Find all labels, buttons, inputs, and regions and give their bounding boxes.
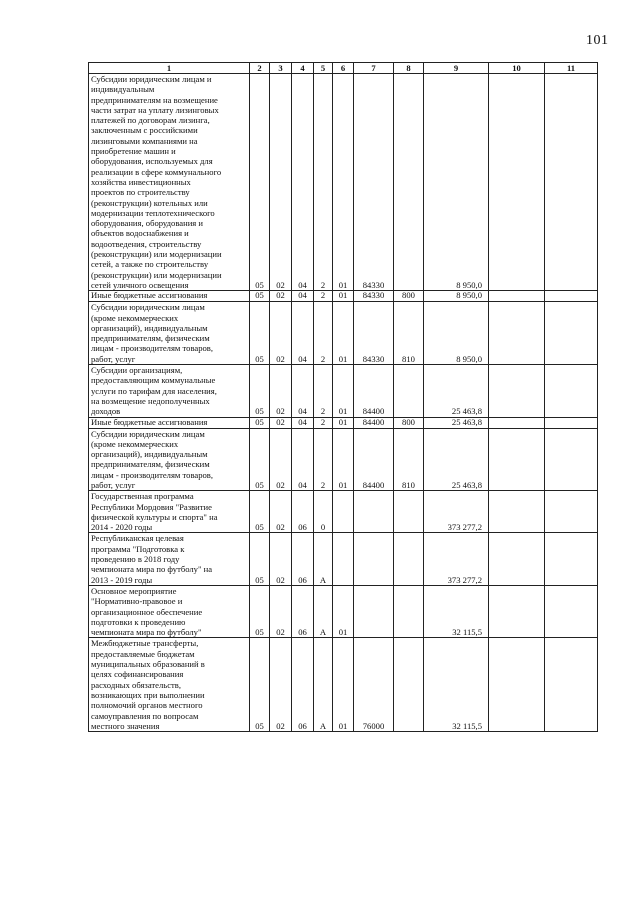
cell-code-6: 01 (333, 365, 354, 417)
cell-code-7: 76000 (354, 638, 394, 732)
column-header: 8 (394, 63, 424, 74)
description-line: Основное мероприятие (91, 585, 177, 596)
description-line: объектов водоснабжения и (91, 228, 189, 239)
cell-code-3: 02 (270, 428, 292, 491)
description-line: предоставляющим коммунальные (91, 375, 216, 386)
description-line: "Нормативно-правовое и (91, 596, 183, 607)
cell-amount: 25 463,8 (424, 365, 489, 417)
column-header: 3 (270, 63, 292, 74)
cell-code-8: 810 (394, 428, 424, 491)
cell-code-8 (394, 533, 424, 585)
cell-column-11 (545, 365, 598, 417)
cell-code-3: 02 (270, 302, 292, 365)
row-description (89, 533, 250, 585)
description-line: возникающих при выполнении (91, 689, 205, 700)
description-line: (реконструкции) котельных или (91, 197, 208, 208)
cell-code-2: 05 (250, 302, 270, 365)
cell-code-5: 0 (314, 491, 333, 533)
cell-code-8 (394, 638, 424, 732)
cell-column-10 (489, 74, 545, 291)
cell-column-10 (489, 291, 545, 302)
table-row (89, 638, 598, 732)
cell-code-3: 02 (270, 291, 292, 302)
column-header: 2 (250, 63, 270, 74)
cell-code-5: 2 (314, 417, 333, 428)
cell-column-10 (489, 638, 545, 732)
description-line: лицам - производителям товаров, (91, 469, 213, 480)
table-row (89, 417, 598, 428)
cell-column-11 (545, 585, 598, 637)
description-line: Иные бюджетные ассигнования (91, 417, 208, 427)
cell-code-5: 2 (314, 291, 333, 302)
cell-code-8 (394, 491, 424, 533)
description-line: проектов по строительству (91, 187, 190, 198)
cell-column-10 (489, 365, 545, 417)
cell-column-11 (545, 302, 598, 365)
cell-amount: 373 277,2 (424, 491, 489, 533)
column-header: 1 (89, 63, 250, 74)
description-line: программа "Подготовка к (91, 543, 185, 554)
description-line: лизинговыми компаниями на (91, 135, 198, 146)
cell-amount: 8 950,0 (424, 291, 489, 302)
description-line: работ, услуг (91, 479, 136, 490)
cell-code-7: 84400 (354, 417, 394, 428)
description-line: работ, услуг (91, 353, 136, 364)
cell-code-5: А (314, 585, 333, 637)
cell-code-3: 02 (270, 491, 292, 533)
cell-code-4: 04 (292, 428, 314, 491)
cell-code-4: 06 (292, 638, 314, 732)
column-header: 7 (354, 63, 394, 74)
column-header: 11 (545, 63, 598, 74)
cell-code-4: 04 (292, 74, 314, 291)
description-line: сетей уличного освещения (91, 279, 189, 290)
cell-code-2: 05 (250, 491, 270, 533)
cell-code-5: 2 (314, 428, 333, 491)
description-line: местного значения (91, 720, 160, 731)
cell-code-7 (354, 533, 394, 585)
cell-code-8 (394, 365, 424, 417)
cell-amount: 32 115,5 (424, 585, 489, 637)
cell-column-11 (545, 417, 598, 428)
description-line: (реконструкции) или модернизации (91, 269, 222, 280)
cell-code-2: 05 (250, 428, 270, 491)
description-line: Иные бюджетные ассигнования (91, 290, 208, 301)
description-line: Субсидии организациям, (91, 365, 183, 376)
cell-code-3: 02 (270, 533, 292, 585)
description-line: водоотведения, строительству (91, 238, 202, 249)
description-line: Государственная программа (91, 491, 194, 502)
cell-column-10 (489, 491, 545, 533)
table-row (89, 74, 598, 291)
column-header: 9 (424, 63, 489, 74)
cell-code-6: 01 (333, 585, 354, 637)
row-description (89, 638, 250, 732)
description-line: оборудования, оборудования и (91, 218, 204, 229)
cell-code-6: 01 (333, 74, 354, 291)
cell-amount: 25 463,8 (424, 417, 489, 428)
description-line: расходных обязательств, (91, 679, 181, 690)
row-description (89, 74, 250, 291)
cell-amount: 8 950,0 (424, 74, 489, 291)
cell-code-6: 01 (333, 638, 354, 732)
description-line: организационное обеспечение (91, 606, 203, 617)
description-line: целях софинансирования (91, 669, 184, 680)
description-line: платежей по договорам лизинга, (91, 115, 210, 126)
cell-column-11 (545, 491, 598, 533)
cell-code-6 (333, 533, 354, 585)
description-line: 2014 - 2020 годы (91, 522, 153, 533)
description-line: предпринимателям, физическим (91, 333, 210, 344)
cell-code-7: 84330 (354, 302, 394, 365)
column-header: 5 (314, 63, 333, 74)
cell-code-7 (354, 491, 394, 533)
cell-code-8 (394, 74, 424, 291)
row-description (89, 365, 250, 417)
cell-column-10 (489, 533, 545, 585)
table-row (89, 302, 598, 365)
table-row (89, 585, 598, 637)
cell-column-10 (489, 428, 545, 491)
cell-code-6: 01 (333, 428, 354, 491)
cell-code-7 (354, 585, 394, 637)
cell-code-6: 01 (333, 291, 354, 302)
cell-code-6: 01 (333, 417, 354, 428)
cell-amount: 32 115,5 (424, 638, 489, 732)
cell-code-4: 04 (292, 365, 314, 417)
row-description (89, 585, 250, 637)
cell-code-6 (333, 491, 354, 533)
table-row (89, 291, 598, 302)
cell-code-7: 84330 (354, 74, 394, 291)
budget-table (88, 62, 598, 732)
description-line: самоуправления по вопросам (91, 710, 199, 721)
cell-amount: 8 950,0 (424, 302, 489, 365)
cell-code-2: 05 (250, 533, 270, 585)
cell-column-10 (489, 417, 545, 428)
header-row (89, 63, 598, 74)
column-header: 4 (292, 63, 314, 74)
cell-code-8: 800 (394, 291, 424, 302)
description-line: организаций), индивидуальным (91, 322, 208, 333)
description-line: организаций), индивидуальным (91, 449, 208, 460)
cell-column-10 (489, 302, 545, 365)
page-number: 101 (586, 33, 609, 48)
description-line: Республиканская целевая (91, 533, 184, 544)
cell-code-8 (394, 585, 424, 637)
table-row (89, 533, 598, 585)
description-line: чемпионата мира по футболу" (91, 627, 202, 638)
cell-code-2: 05 (250, 585, 270, 637)
row-description (89, 302, 250, 365)
cell-code-3: 02 (270, 365, 292, 417)
cell-column-11 (545, 74, 598, 291)
cell-column-11 (545, 638, 598, 732)
cell-code-7: 84330 (354, 291, 394, 302)
description-line: индивидуальным (91, 84, 155, 95)
row-description (89, 291, 250, 302)
cell-code-3: 02 (270, 417, 292, 428)
cell-amount: 373 277,2 (424, 533, 489, 585)
description-line: реализации в сфере коммунального (91, 166, 222, 177)
description-line: Субсидии юридическим лицам и (91, 74, 212, 84)
cell-code-5: 2 (314, 365, 333, 417)
table-body (89, 74, 598, 732)
cell-code-4: 06 (292, 491, 314, 533)
description-line: Субсидии юридическим лицам (91, 302, 205, 313)
cell-code-5: 2 (314, 302, 333, 365)
description-line: 2013 - 2019 годы (91, 574, 153, 585)
description-line: полномочий органов местного (91, 700, 203, 711)
table-row (89, 365, 598, 417)
column-header: 10 (489, 63, 545, 74)
description-line: части затрат на уплату лизинговых (91, 104, 219, 115)
description-line: предпринимателям на возмещение (91, 94, 218, 105)
cell-column-11 (545, 291, 598, 302)
description-line: лицам - производителям товаров, (91, 343, 213, 354)
cell-code-4: 06 (292, 585, 314, 637)
cell-code-3: 02 (270, 638, 292, 732)
table-row (89, 428, 598, 491)
cell-code-2: 05 (250, 638, 270, 732)
description-line: предоставляемые бюджетам (91, 648, 195, 659)
cell-code-3: 02 (270, 585, 292, 637)
description-line: сетей, а также по строительству (91, 259, 209, 270)
cell-column-11 (545, 428, 598, 491)
cell-code-8: 800 (394, 417, 424, 428)
cell-code-2: 05 (250, 74, 270, 291)
description-line: оборудования, используемых для (91, 156, 213, 167)
description-line: (кроме некоммерческих (91, 438, 179, 449)
description-line: Межбюджетные трансферты, (91, 638, 199, 649)
cell-code-4: 04 (292, 302, 314, 365)
cell-code-4: 04 (292, 291, 314, 302)
row-description (89, 491, 250, 533)
description-line: чемпионата мира по футболу" на (91, 564, 213, 575)
cell-code-2: 05 (250, 365, 270, 417)
description-line: модернизации теплотехнического (91, 207, 215, 218)
cell-column-11 (545, 533, 598, 585)
cell-code-8: 810 (394, 302, 424, 365)
cell-code-2: 05 (250, 417, 270, 428)
description-line: муниципальных образований в (91, 659, 205, 670)
cell-code-5: 2 (314, 74, 333, 291)
description-line: доходов (91, 406, 121, 417)
cell-code-5: А (314, 533, 333, 585)
cell-column-10 (489, 585, 545, 637)
description-line: подготовки к проведению (91, 616, 186, 627)
description-line: услуги по тарифам для населения, (91, 385, 217, 396)
table-row (89, 491, 598, 533)
cell-code-3: 02 (270, 74, 292, 291)
row-description (89, 417, 250, 428)
description-line: физической культуры и спорта" на (91, 511, 218, 522)
description-line: Субсидии юридическим лицам (91, 428, 205, 439)
description-line: Республики Мордовия "Развитие (91, 501, 212, 512)
description-line: проведению в 2018 году (91, 554, 180, 565)
cell-code-7: 84400 (354, 428, 394, 491)
cell-amount: 25 463,8 (424, 428, 489, 491)
cell-code-4: 06 (292, 533, 314, 585)
cell-code-5: А (314, 638, 333, 732)
cell-code-4: 04 (292, 417, 314, 428)
description-line: предпринимателям, физическим (91, 459, 210, 470)
description-line: заключенным с российскими (91, 125, 198, 136)
description-line: (кроме некоммерческих (91, 312, 179, 323)
description-line: на возмещение недополученных (91, 395, 210, 406)
description-line: хозяйства инвестиционных (91, 176, 191, 187)
cell-code-7: 84400 (354, 365, 394, 417)
description-line: (реконструкции) или модернизации (91, 249, 222, 260)
row-description (89, 428, 250, 491)
cell-code-6: 01 (333, 302, 354, 365)
cell-code-2: 05 (250, 291, 270, 302)
description-line: приобретение машин и (91, 146, 176, 157)
column-header: 6 (333, 63, 354, 74)
